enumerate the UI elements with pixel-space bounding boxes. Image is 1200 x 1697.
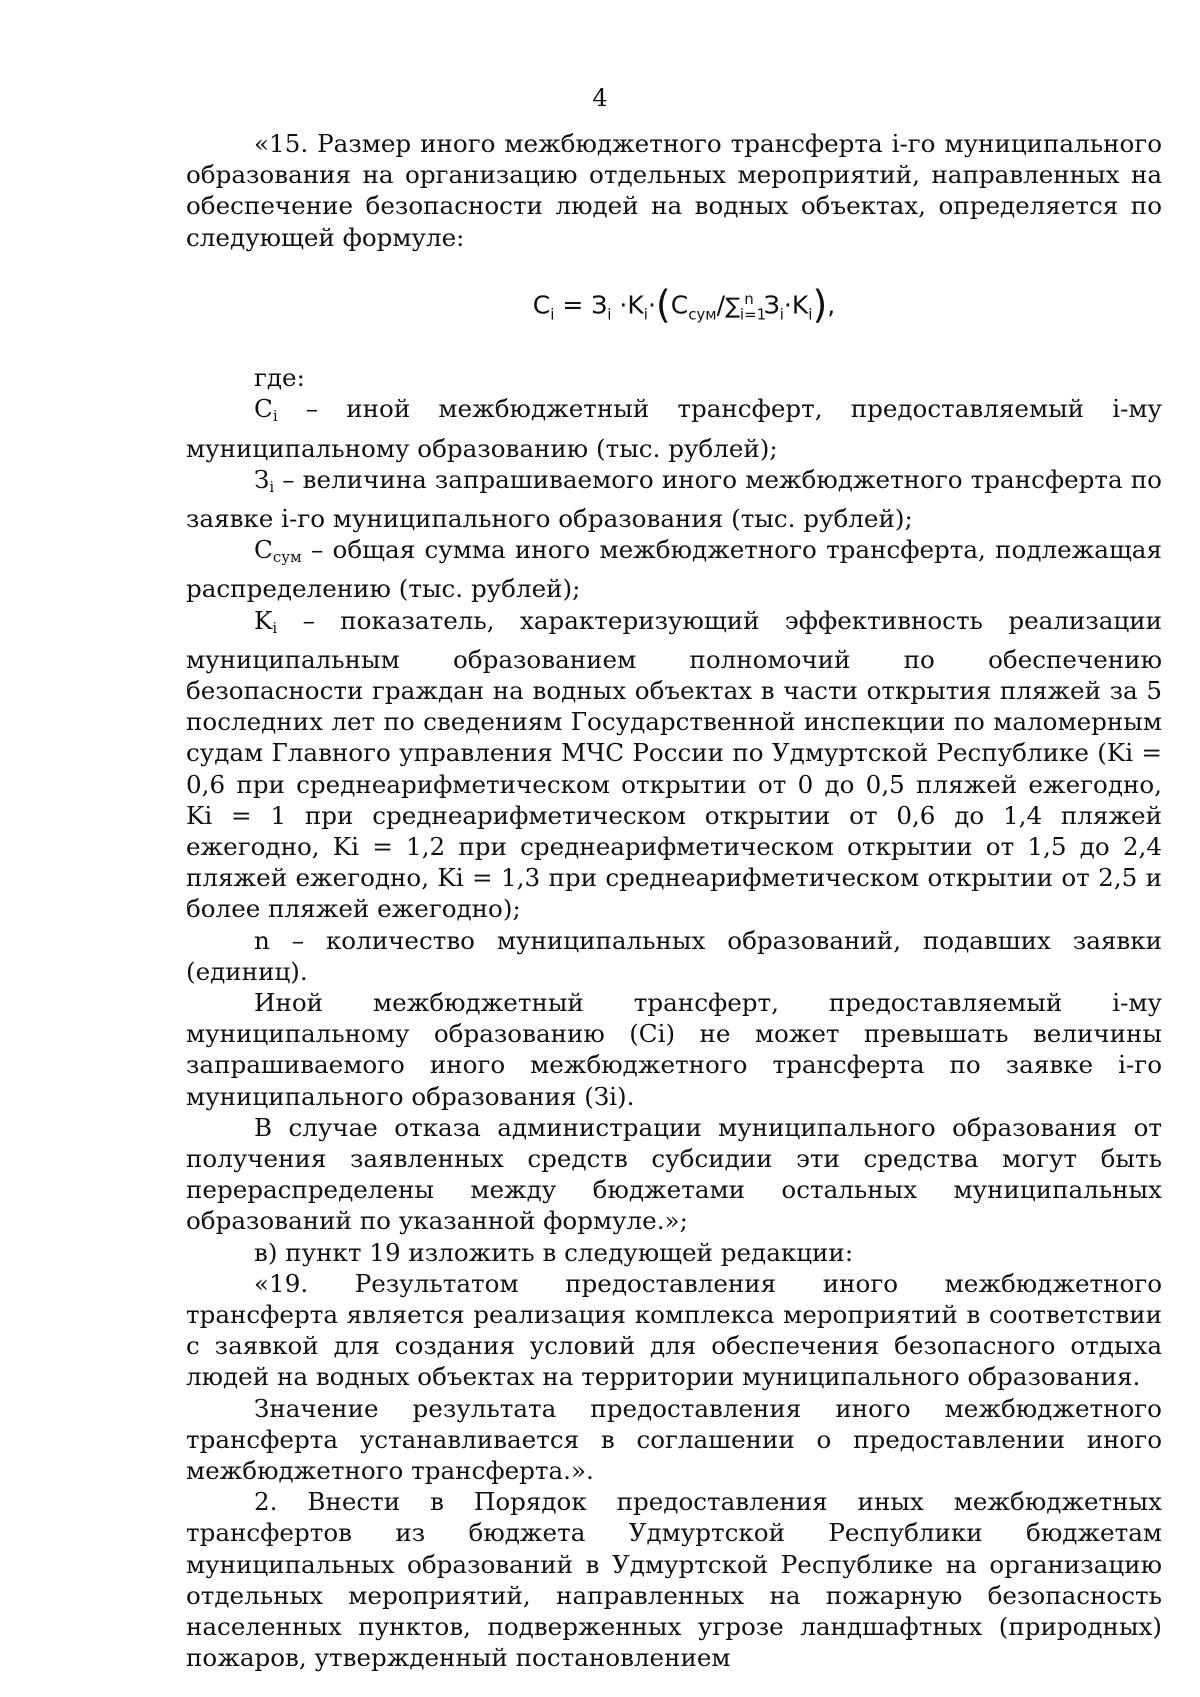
definition-ci (186, 393, 1162, 463)
paragraph-15: «15. Размер иного межбюджетного трансферта i-го муниципального образования на организацию отдельных мероприятий, направленных на обеспечение безопасности людей на водных объектах, определяется по следующей формуле: (186, 129, 1162, 252)
formula-sum-ki-symbol: K (791, 290, 809, 320)
formula-comma: , (827, 290, 836, 320)
formula-ci-symbol: C (532, 290, 551, 320)
formula-ki-index: i (643, 305, 648, 324)
formula-sum-upper-limit: n (744, 289, 754, 308)
paragraph-refusal: В случае отказа администрации муниципального образования от получения заявленных средств субсидии эти средства могут быть перераспределены между бюджетами остальных муниципальных образований по указанной формуле.»; (186, 1112, 1162, 1236)
formula-open-paren: ( (655, 282, 671, 327)
formula-sum-sign: ∑ (725, 294, 740, 320)
formula-sum-ki-index: i (808, 305, 813, 324)
paragraph-limit: Иной межбюджетный трансферт, предоставляемый i-му муниципальному образованию (Ci) не может превышать величины запрашиваемого иного межбюджетного трансферта по заявке i-го муниципального образования (Зi). (186, 988, 1162, 1111)
definition-ki (186, 605, 1162, 925)
definition-zi-index: i (269, 477, 275, 496)
formula-ci-index: i (550, 305, 555, 324)
formula-divide: / (716, 290, 726, 320)
formula-sum-zi-index: i (779, 305, 784, 324)
definition-ci-symbol: C (254, 394, 273, 424)
definition-zi-symbol: З (254, 464, 270, 494)
definition-ki-text: – показатель, характеризующий эффективность реализации муниципальным образованием полномочий по обеспечению безопасности граждан на водных объектах в части открытия пляжей за 5 последних лет по сведениям Государственной инспекции по маломерным судам Главного управления МЧС России по Удмуртской Республике (Ki = 0,6 при среднеарифметическом открытии от 0 до 0,5 пляжей ежегодно, Ki = 1 при среднеарифметическом открытии от 0,6 до 1,4 пляжей ежегодно, Ki = 1,2 при среднеарифметическом открытии от 1,5 до 2,4 пляжей ежегодно, Ki = 1,3 при среднеарифметическом открытии от 2,5 и более пляжей ежегодно); (186, 605, 1162, 924)
where-label: где: (254, 363, 305, 393)
formula-ki-symbol: K (627, 290, 644, 320)
paragraph-2: 2. Внести в Порядок предоставления иных межбюджетных трансфертов из бюджета Удмуртской Республики бюджетам муниципальных образований в Удмуртской Республике на организацию отдельных мероприятий, направленных на пожарную безопасность населенных пунктов, подверженных угрозе ландшафтных (природных) пожаров, утвержденный постановлением (186, 1487, 1162, 1673)
definition-csum-index: сум (272, 548, 302, 567)
formula-close-paren: ) (812, 282, 828, 327)
formula-equals: = (554, 290, 592, 320)
paragraph-result-value: Значение результата предоставления иного межбюджетного трансферта устанавливается в соглашении о предоставлении иного межбюджетного трансферта.». (186, 1393, 1162, 1486)
definition-zi-text: – величина запрашиваемого иного межбюджетного трансферта по заявке i-го муниципального образования (тыс. рублей); (186, 464, 1162, 533)
definition-csum (186, 534, 1162, 604)
formula-csum-index: сум (688, 305, 717, 324)
definition-n: n – количество муниципальных образований, подавших заявки (единиц). (186, 925, 1162, 986)
paragraph-item-v: в) пункт 19 изложить в следующей редакции: (254, 1237, 854, 1267)
definition-ci-index: i (272, 407, 278, 426)
definition-ki-index: i (272, 618, 278, 637)
definition-ci-text: – иной межбюджетный трансферт, предоставляемый i-му муниципальному образованию (тыс. рублей); (186, 394, 1162, 463)
formula-zi-symbol: З (591, 290, 608, 320)
paragraph-19: «19. Результатом предоставления иного межбюджетного трансферта является реализация комплекса мероприятий в соответствии с заявкой для создания условий для обеспечения безопасного отдыха людей на водных объектах на территории муниципального образования. (186, 1268, 1162, 1392)
definition-csum-text: – общая сумма иного межбюджетного трансферта, подлежащая распределению (тыс. рублей); (186, 535, 1162, 604)
formula-sum-zi-symbol: З (763, 290, 780, 320)
formula-sum-lower-limit: i=1 (739, 305, 767, 324)
formula-zi-index: i (607, 305, 612, 324)
formula: $C_i = З_i \cdot K_i\cdot(C_{сум}/\sum_{i=1}^n$ $З_i\cdot K_i$), (532, 282, 836, 327)
document-body (186, 128, 1162, 1673)
definition-ki-symbol: K (254, 605, 273, 635)
definition-zi (186, 464, 1162, 534)
formula-csum-symbol: C (670, 290, 689, 320)
page-number: 4 (592, 84, 608, 112)
definition-csum-symbol: C (254, 535, 273, 565)
